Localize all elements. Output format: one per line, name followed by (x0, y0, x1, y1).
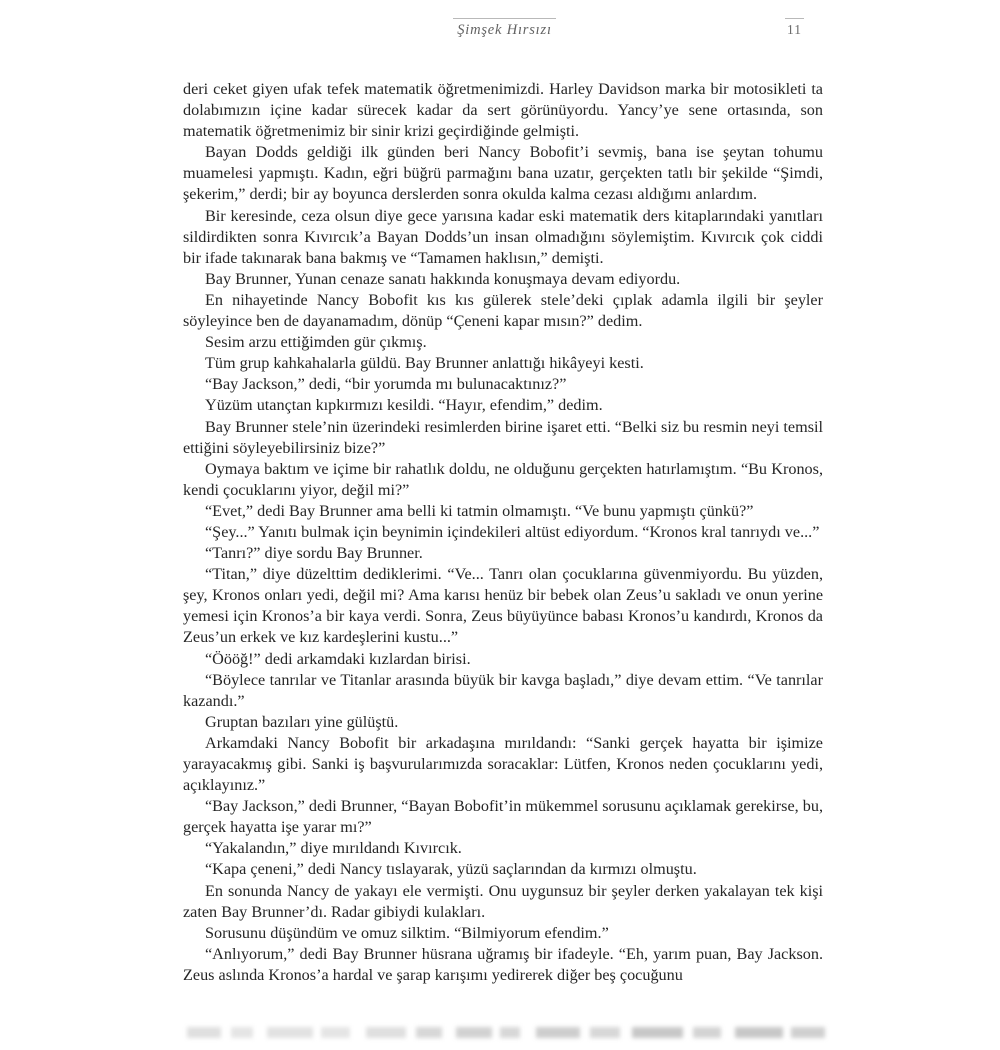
paragraph: “Böylece tanrılar ve Titanlar arasında büyük bir kavga başladı,” diye devam ettim. “Ve tanrılar kazandı.” (183, 670, 823, 710)
header-title-wrap (183, 18, 826, 39)
paragraph: “Bay Jackson,” dedi, “bir yorumda mı bulunacaktınız?” (205, 375, 567, 394)
page-body (183, 79, 823, 986)
paragraph: Yüzüm utançtan kıpkırmızı kesildi. “Hayır, efendim,” dedim. (205, 396, 603, 415)
paragraph: Sorusunu düşündüm ve omuz silktim. “Bilmiyorum efendim.” (205, 923, 609, 942)
paragraph: “Öööğ!” dedi arkamdaki kızlardan birisi. (205, 649, 471, 668)
paragraph: Bay Brunner, Yunan cenaze sanatı hakkında konuşmaya devam ediyordu. (205, 269, 681, 288)
paragraph: Bay Brunner stele’nin üzerindeki resimlerden birine işaret etti. “Belki siz bu resmin neyi temsil ettiğini söyleyebilirsiniz bize?” (183, 417, 823, 457)
running-header (183, 18, 826, 44)
paragraph: “Titan,” diye düzelttim dediklerimi. “Ve... Tanrı olan çocuklarına güvenmiyordu. Bu yüzden, şey, Kronos onları yedi, değil mi? Ama karısı henüz bir bebek olan Zeus’u sakladı ve onun yerine yemesi için Kronos’a bir kaya verdi. Sonra, Zeus büyüyünce babası Kronos’u kandırdı, Kronos da Zeus’un erkek ve kız kardeşlerini kustu...” (183, 565, 823, 647)
paragraph: Sesim arzu ettiğimden gür çıkmış. (205, 333, 427, 352)
paragraph: “Evet,” dedi Bay Brunner ama belli ki tatmin olmamıştı. “Ve bunu yapmıştı çünkü?” (205, 501, 754, 520)
book-title-header: Şimşek Hırsızı (453, 18, 556, 39)
paragraph: “Anlıyorum,” dedi Bay Brunner hüsrana uğramış bir ifadeyle. “Eh, yarım puan, Bay Jackson. Zeus aslında Kronos’a hardal ve şarap karışımı yedirerek diğer beş çocuğunu (183, 944, 823, 984)
page-number: 11 (785, 18, 804, 38)
paragraph: Tüm grup kahkahalarla güldü. Bay Brunner anlattığı hikâyeyi kesti. (205, 354, 644, 373)
paragraph: “Şey...” Yanıtı bulmak için beynimin içindekileri altüst ediyordum. “Kronos kral tanrıydı ve...” (205, 522, 820, 541)
paragraph: “Yakalandın,” diye mırıldandı Kıvırcık. (205, 839, 462, 858)
paragraph: Bir keresinde, ceza olsun diye gece yarısına kadar eski matematik ders kitaplarındaki yanıtları sildirdikten sonra Kıvırcık’a Bayan Dodds’un insan olmadığını söylemiştim. Kıvırcık çok ciddi bir ifade takınarak bana bakmış ve “Tamamen haklısın,” demişti. (183, 206, 823, 267)
paragraph: deri ceket giyen ufak tefek matematik öğretmenimizdi. Harley Davidson marka bir motosikleti ta dolabımızın içine kadar sürecek kadar da sert görünüyordu. Yancy’ye sene ortasında, son matematik öğretmenimiz bir sinir krizi geçirdiğinde gelmişti. (183, 80, 823, 141)
paragraph: “Tanrı?” diye sordu Bay Brunner. (205, 544, 423, 563)
header-pageno-wrap (785, 18, 804, 39)
paragraph: Oymaya baktım ve içime bir rahatlık doldu, ne olduğunu gerçekten hatırlamıştım. “Bu Kronos, kendi çocuklarını yiyor, değil mi?” (183, 459, 823, 499)
paragraph: Gruptan bazıları yine gülüştü. (205, 712, 399, 731)
paragraph: En nihayetinde Nancy Bobofit kıs kıs gülerek stele’deki çıplak adamla ilgili bir şeyler söyleyince ben de dayanamadım, dönüp “Çeneni kapar mısın?” dedim. (183, 290, 823, 331)
paragraph: “Bay Jackson,” dedi Brunner, “Bayan Bobofit’in mükemmel sorusunu açıklamak gerekirse, bu, gerçek hayatta işe yarar mı?” (183, 797, 823, 837)
paragraph: “Kapa çeneni,” dedi Nancy tıslayarak, yüzü saçlarından da kırmızı olmuştu. (205, 860, 697, 879)
paragraph: En sonunda Nancy de yakayı ele vermişti. Onu uygunsuz bir şeyler derken yakalayan tek kişi zaten Bay Brunner’dı. Radar gibiydi kulakları. (183, 881, 823, 921)
paragraph: Bayan Dodds geldiği ilk günden beri Nancy Bobofit’i sevmiş, bana ise şeytan tohumu muamelesi yapmıştı. Kadın, eğri büğrü parmağını bana uzatır, gerçekten tatlı bir şekilde “Şimdi, şekerim,” derdi; bir ay boyunca derslerden sonra okulda kalma cezası aldığımı anlardım. (183, 143, 823, 204)
paragraph: Arkamdaki Nancy Bobofit bir arkadaşına mırıldandı: “Sanki gerçek hayatta bir işimize yarayacakmış gibi. Sanki iş başvurularımızda soracaklar: Lütfen, Kronos neden çocuklarını yedi, açıklayınız.” (183, 733, 823, 795)
scan-artifact-band (187, 1027, 825, 1038)
